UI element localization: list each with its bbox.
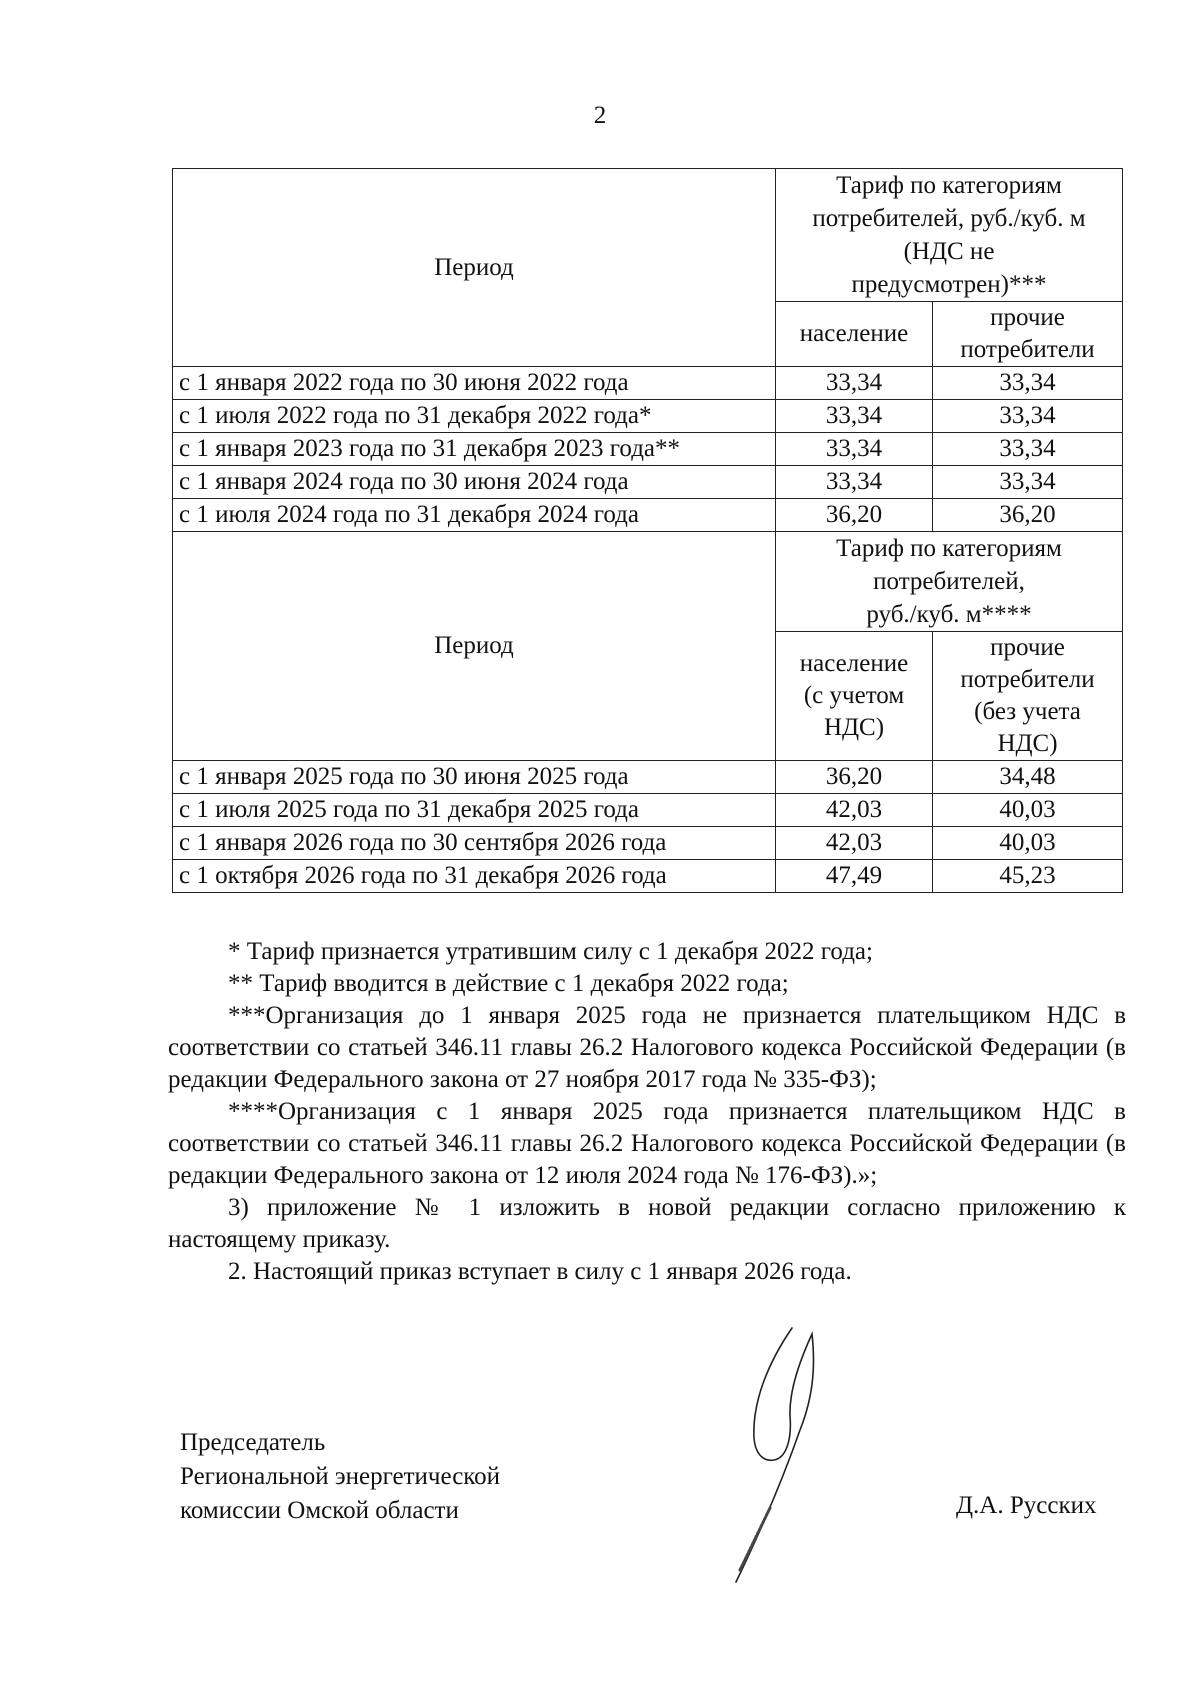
table1-tariff-header-line: потребителей, руб./куб. м — [812, 205, 1086, 232]
table-row — [173, 367, 1123, 400]
table2-col-population-line: (с учетом — [803, 682, 905, 709]
population-value: 42,03 — [776, 827, 933, 860]
table-row — [173, 433, 1123, 466]
table-row — [173, 794, 1123, 827]
population-value: 42,03 — [776, 794, 933, 827]
table2-header-row — [173, 532, 1123, 632]
population-value: 33,34 — [776, 433, 933, 466]
table2-col-other — [933, 632, 1123, 761]
table2-col-other-line: потребители — [960, 666, 1095, 693]
table2-tariff-header-line: потребителей, — [873, 568, 1025, 595]
signatory-name: Д.А. Русских — [956, 1492, 1097, 1519]
population-value: 36,20 — [776, 761, 933, 794]
period-cell: с 1 января 2023 года по 31 декабря 2023 года** — [173, 433, 776, 466]
other-value: 33,34 — [933, 367, 1123, 400]
table1-col-population: население — [776, 302, 933, 367]
other-value: 36,20 — [933, 499, 1123, 532]
table1-col-other-line: прочие — [990, 304, 1065, 331]
footnote-2: ** Тариф вводится в действие с 1 декабря 2022 года; — [228, 970, 789, 997]
table1-col-other-line: потребители — [960, 336, 1095, 363]
other-value: 33,34 — [933, 466, 1123, 499]
handwritten-signature — [700, 1320, 850, 1590]
table-row — [173, 860, 1123, 893]
population-value: 33,34 — [776, 367, 933, 400]
page-number: 2 — [593, 102, 607, 129]
table-row — [173, 466, 1123, 499]
other-value: 33,34 — [933, 400, 1123, 433]
table2-col-other-line: (без учета — [974, 698, 1081, 725]
population-value: 33,34 — [776, 400, 933, 433]
clause-3: 3) приложение № 1 изложить в новой редакции согласно приложению к настоящему приказу. — [168, 1194, 1126, 1253]
other-value: 34,48 — [933, 761, 1123, 794]
table2-col-population-line: НДС) — [823, 714, 885, 741]
table2-tariff-header — [776, 532, 1123, 632]
table1-tariff-header — [776, 169, 1123, 302]
period-cell: с 1 января 2026 года по 30 сентября 2026 года — [173, 827, 776, 860]
period-cell: с 1 июля 2024 года по 31 декабря 2024 года — [173, 499, 776, 532]
table1-col-other — [933, 302, 1123, 367]
period-cell: с 1 января 2024 года по 30 июня 2024 года — [173, 466, 776, 499]
footnote-1: * Тариф признается утратившим силу с 1 декабря 2022 года; — [228, 938, 873, 965]
table-row — [173, 400, 1123, 433]
table2-col-other-line: НДС) — [997, 730, 1058, 757]
population-value: 36,20 — [776, 499, 933, 532]
table2-period-header: Период — [173, 532, 776, 761]
period-cell: с 1 января 2025 года по 30 июня 2025 года — [173, 761, 776, 794]
period-cell: с 1 июля 2025 года по 31 декабря 2025 года — [173, 794, 776, 827]
other-value: 40,03 — [933, 827, 1123, 860]
table-row — [173, 499, 1123, 532]
period-cell: с 1 октября 2026 года по 31 декабря 2026 года — [173, 860, 776, 893]
period-cell: с 1 июля 2022 года по 31 декабря 2022 года* — [173, 400, 776, 433]
footnotes — [168, 936, 1126, 1288]
signatory-title-line: комиссии Омской области — [180, 1497, 459, 1524]
table2-col-population — [776, 632, 933, 761]
population-value: 47,49 — [776, 860, 933, 893]
table-row — [173, 761, 1123, 794]
footnote-4: ****Организация с 1 января 2025 года признается плательщиком НДС в соответствии со статьей 346.11 главы 26.2 Налогового кодекса Российской Федерации (в редакции Федерального закона от 12 июля 2024 года № 176-ФЗ).»; — [168, 1098, 1126, 1189]
footnote-3: ***Организация до 1 января 2025 года не признается плательщиком НДС в соответствии со статьей 346.11 главы 26.2 Налогового кодекса Российской Федерации (в редакции Федерального закона от 27 ноября 2017 года № 335-ФЗ); — [168, 1002, 1126, 1093]
table-row — [173, 827, 1123, 860]
other-value: 33,34 — [933, 433, 1123, 466]
signatory-title-line: Председатель — [180, 1429, 326, 1456]
signatory-title-line: Региональной энергетической — [180, 1463, 501, 1490]
table1-tariff-header-line: предусмотрен)*** — [851, 271, 1047, 298]
table2-tariff-header-line: Тариф по категориям — [836, 535, 1062, 562]
other-value: 45,23 — [933, 860, 1123, 893]
table2-col-other-line: прочие — [990, 634, 1065, 661]
table1-tariff-header-line: Тариф по категориям — [836, 172, 1062, 199]
table2-col-population-line: население — [799, 650, 909, 677]
table1-tariff-header-line: (НДС не — [903, 238, 995, 265]
tariff-table — [172, 168, 1123, 893]
signatory-title — [180, 1426, 500, 1528]
period-cell: с 1 января 2022 года по 30 июня 2022 года — [173, 367, 776, 400]
table1-period-header: Период — [173, 169, 776, 367]
table1-header-row — [173, 169, 1123, 302]
other-value: 40,03 — [933, 794, 1123, 827]
clause-2: 2. Настоящий приказ вступает в силу с 1 января 2026 года. — [228, 1258, 852, 1285]
population-value: 33,34 — [776, 466, 933, 499]
table2-tariff-header-line: руб./куб. м**** — [866, 601, 1032, 628]
